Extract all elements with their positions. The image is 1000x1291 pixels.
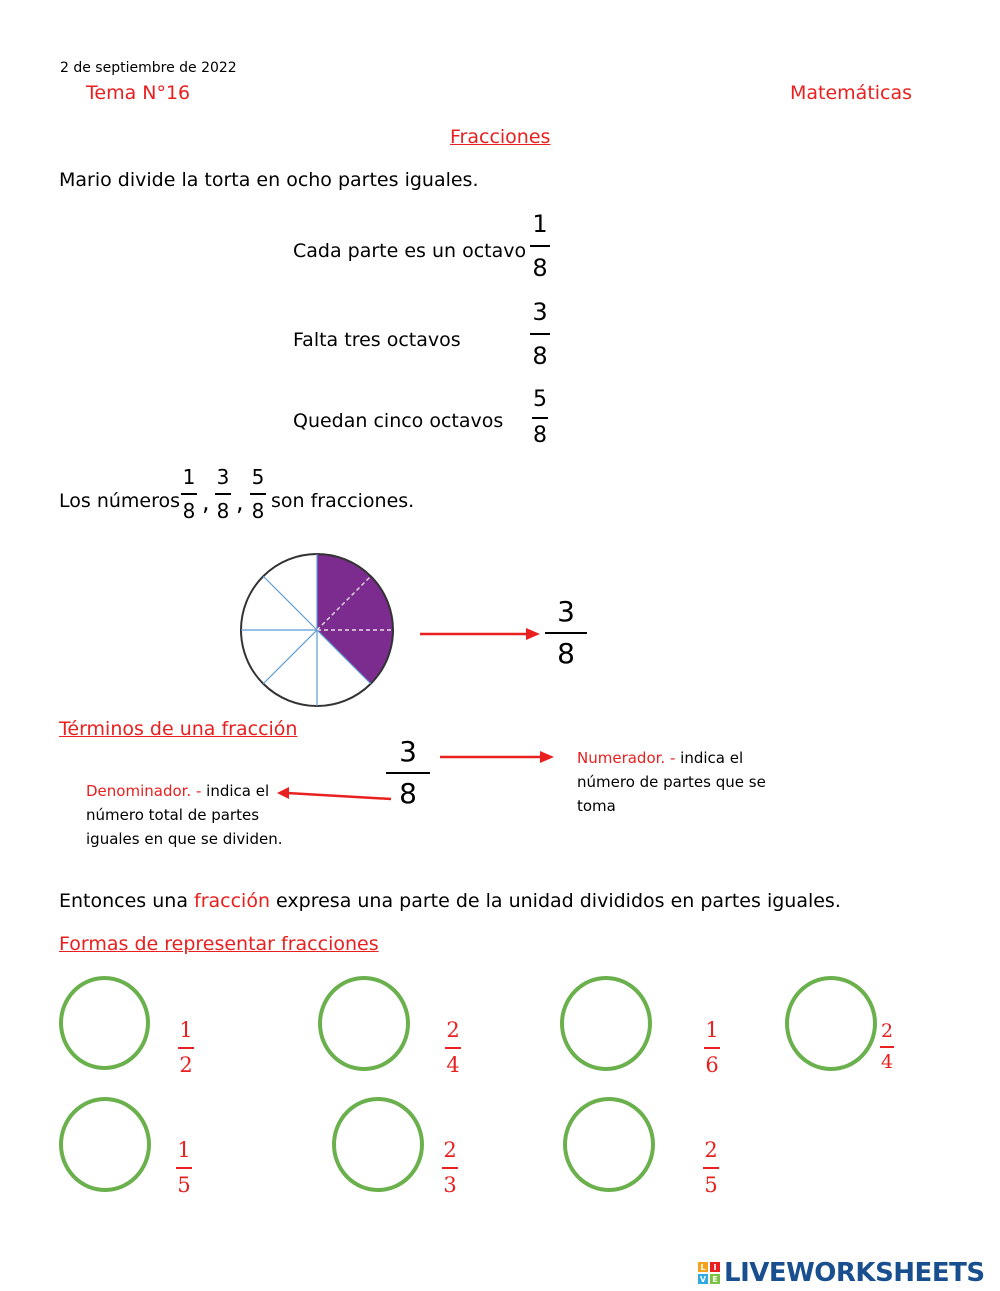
denominator-text: indica el bbox=[206, 782, 270, 800]
denominator: 3 bbox=[443, 1173, 457, 1197]
denominator-note bbox=[86, 779, 306, 851]
numerator: 3 bbox=[399, 735, 417, 768]
denominator: 2 bbox=[179, 1053, 193, 1077]
numerator: 3 bbox=[557, 595, 575, 628]
form-fraction-5 bbox=[176, 1140, 192, 1196]
pie-chart bbox=[235, 550, 401, 710]
denominator-note-line-3: iguales en que se dividen. bbox=[86, 830, 283, 848]
denominator: 8 bbox=[399, 777, 417, 810]
denominator: 8 bbox=[557, 637, 575, 670]
numerator: 3 bbox=[532, 298, 548, 326]
fraction-bar bbox=[530, 333, 550, 335]
logo-mark-icon bbox=[698, 1262, 720, 1284]
drawing-circle-6[interactable] bbox=[332, 1097, 424, 1192]
denominator: 5 bbox=[177, 1173, 191, 1197]
drawing-circle-2[interactable] bbox=[318, 976, 410, 1071]
denominator: 8 bbox=[216, 499, 230, 523]
topic-label: Tema N°16 bbox=[86, 82, 191, 104]
conclusion-before: Entonces una bbox=[59, 890, 188, 912]
denominator-label: Denominador. - bbox=[86, 782, 202, 800]
numerator: 5 bbox=[251, 465, 265, 489]
numerator: 1 bbox=[179, 1018, 193, 1042]
terms-heading: Términos de una fracción bbox=[59, 718, 298, 740]
numerator: 1 bbox=[182, 465, 196, 489]
numerator: 2 bbox=[704, 1138, 718, 1162]
numerator: 2 bbox=[880, 1020, 894, 1042]
forms-heading: Formas de representar fracciones bbox=[59, 933, 379, 955]
denominator: 5 bbox=[704, 1173, 718, 1197]
fraction-bar bbox=[704, 1047, 720, 1049]
fraction-bar bbox=[530, 245, 550, 247]
numbers-suffix: son fracciones. bbox=[271, 490, 415, 512]
numerator: 3 bbox=[216, 465, 230, 489]
pie-division-line bbox=[263, 630, 317, 684]
numerator-label: Numerador. - bbox=[577, 749, 676, 767]
inline-fraction-1-8 bbox=[181, 467, 197, 521]
fraction-bar bbox=[545, 632, 587, 634]
drawing-circle-1[interactable] bbox=[59, 976, 150, 1070]
conclusion-highlight: fracción bbox=[194, 890, 270, 912]
comma: , bbox=[202, 488, 210, 516]
pie-division-line bbox=[263, 576, 317, 630]
fraction-bar bbox=[703, 1167, 719, 1169]
liveworksheets-logo[interactable] bbox=[698, 1258, 985, 1288]
numerator: 1 bbox=[532, 210, 548, 238]
drawing-circle-3[interactable] bbox=[560, 976, 652, 1071]
denominator: 8 bbox=[251, 499, 265, 523]
numerator: 1 bbox=[177, 1138, 191, 1162]
denominator: 4 bbox=[880, 1051, 894, 1073]
arrow-right-icon bbox=[438, 748, 558, 766]
intro-text: Mario divide la torta en ocho partes iguales. bbox=[59, 169, 479, 191]
fraction-bar bbox=[442, 1167, 458, 1169]
numerator: 5 bbox=[533, 387, 547, 412]
numerator: 2 bbox=[446, 1018, 460, 1042]
numerator-note-line-3: toma bbox=[577, 797, 616, 815]
denominator: 8 bbox=[182, 499, 196, 523]
fraction-bar bbox=[532, 417, 548, 419]
logo-letter-e: E bbox=[710, 1274, 720, 1284]
logo-letter-v: V bbox=[699, 1274, 707, 1284]
fraction-bar bbox=[445, 1047, 461, 1049]
fraction-bar bbox=[178, 1047, 194, 1049]
form-fraction-2 bbox=[445, 1020, 461, 1076]
pie-result-fraction bbox=[545, 595, 587, 670]
arrow-right-icon bbox=[418, 625, 543, 643]
fraction-1-8 bbox=[530, 212, 550, 280]
statement-1: Cada parte es un octavo bbox=[293, 240, 527, 262]
drawing-circle-7[interactable] bbox=[563, 1097, 655, 1192]
subject-label: Matemáticas bbox=[790, 82, 913, 104]
form-fraction-3 bbox=[704, 1020, 720, 1076]
fraction-bar bbox=[880, 1046, 894, 1048]
page-title: Fracciones bbox=[450, 126, 551, 148]
denominator: 8 bbox=[532, 254, 548, 282]
drawing-circle-4[interactable] bbox=[785, 976, 877, 1071]
conclusion-text bbox=[59, 890, 841, 912]
logo-text: LIVEWORKSHEETS bbox=[724, 1258, 985, 1288]
numerator-note-line-1 bbox=[577, 746, 797, 770]
form-fraction-6 bbox=[442, 1140, 458, 1196]
numbers-prefix: Los números bbox=[59, 490, 181, 512]
form-fraction-7 bbox=[703, 1140, 719, 1196]
inline-fraction-3-8 bbox=[215, 467, 231, 521]
statement-3: Quedan cinco octavos bbox=[293, 410, 504, 432]
numerator-note-line-2: número de partes que se bbox=[577, 773, 766, 791]
numerator: 1 bbox=[705, 1018, 719, 1042]
fraction-bar bbox=[215, 493, 231, 495]
fraction-bar bbox=[181, 493, 197, 495]
inline-fraction-5-8 bbox=[250, 467, 266, 521]
form-fraction-1 bbox=[178, 1020, 194, 1076]
logo-letter-i: I bbox=[710, 1262, 720, 1272]
conclusion-after: expresa una parte de la unidad divididos en partes iguales. bbox=[276, 890, 841, 912]
comma: , bbox=[236, 488, 244, 516]
numerator-text: indica el bbox=[680, 749, 744, 767]
form-fraction-4 bbox=[880, 1022, 894, 1072]
numerator: 2 bbox=[443, 1138, 457, 1162]
fraction-bar bbox=[250, 493, 266, 495]
denominator-note-line-2: número total de partes bbox=[86, 806, 260, 824]
denominator: 8 bbox=[532, 342, 548, 370]
denominator: 4 bbox=[446, 1053, 460, 1077]
numerator-note bbox=[577, 746, 797, 818]
statement-2: Falta tres octavos bbox=[293, 329, 461, 351]
drawing-circle-5[interactable] bbox=[59, 1097, 151, 1192]
denominator: 6 bbox=[705, 1053, 719, 1077]
denominator: 8 bbox=[533, 423, 547, 448]
fraction-bar bbox=[176, 1167, 192, 1169]
date: 2 de septiembre de 2022 bbox=[60, 60, 237, 76]
logo-letter-l: L bbox=[698, 1262, 708, 1272]
fraction-5-8 bbox=[532, 389, 548, 447]
denominator-note-line-1 bbox=[86, 779, 306, 803]
fraction-bar bbox=[386, 772, 430, 774]
fraction-3-8 bbox=[530, 300, 550, 368]
